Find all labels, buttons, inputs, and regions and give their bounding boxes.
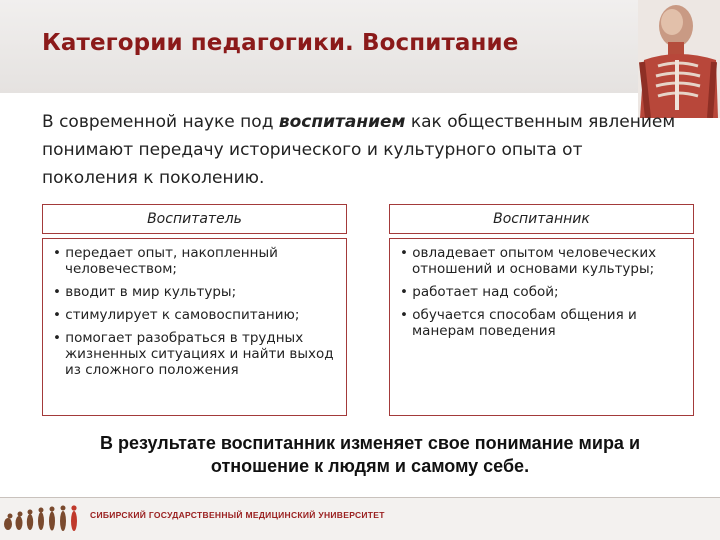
list-item: • работает над собой; xyxy=(400,284,685,300)
list-item: • вводит в мир культуры; xyxy=(53,284,338,300)
list-item: • помогает разобраться в трудных жизненных ситуациях и найти выход из сложного положения xyxy=(53,330,338,378)
pupil-heading: Воспитанник xyxy=(389,204,694,234)
intro-text-start: В современной науке под xyxy=(42,112,279,132)
intro-emphasis: воспитанием xyxy=(278,112,406,132)
educator-heading: Воспитатель xyxy=(42,204,347,234)
list-item: • стимулирует к самовоспитанию; xyxy=(53,307,338,323)
educator-list xyxy=(53,245,338,378)
university-name: СИБИРСКИЙ ГОСУДАРСТВЕННЫЙ МЕДИЦИНСКИЙ УНИВЕРСИТЕТ xyxy=(90,510,385,520)
list-item: • обучается способам общения и манерам поведения xyxy=(400,307,685,339)
intro-text-end: как общественным явлением понимают передачу исторического и культурного опыта от поколения к поколению. xyxy=(42,112,676,188)
anatomy-figure-icon xyxy=(638,0,720,118)
pupil-list-box xyxy=(389,238,694,416)
list-item: • овладевает опытом человеческих отношений и основами культуры; xyxy=(400,245,685,277)
intro-paragraph xyxy=(42,108,682,192)
slide-title: Категории педагогики. Воспитание xyxy=(42,30,519,56)
educator-list-box xyxy=(42,238,347,416)
pupil-list xyxy=(400,245,685,339)
human-evolution-icon xyxy=(2,502,80,536)
list-item: • передает опыт, накопленный человечеством; xyxy=(53,245,338,277)
conclusion-text: В результате воспитанник изменяет свое понимание мира и отношение к людям и самому себе. xyxy=(99,433,641,476)
